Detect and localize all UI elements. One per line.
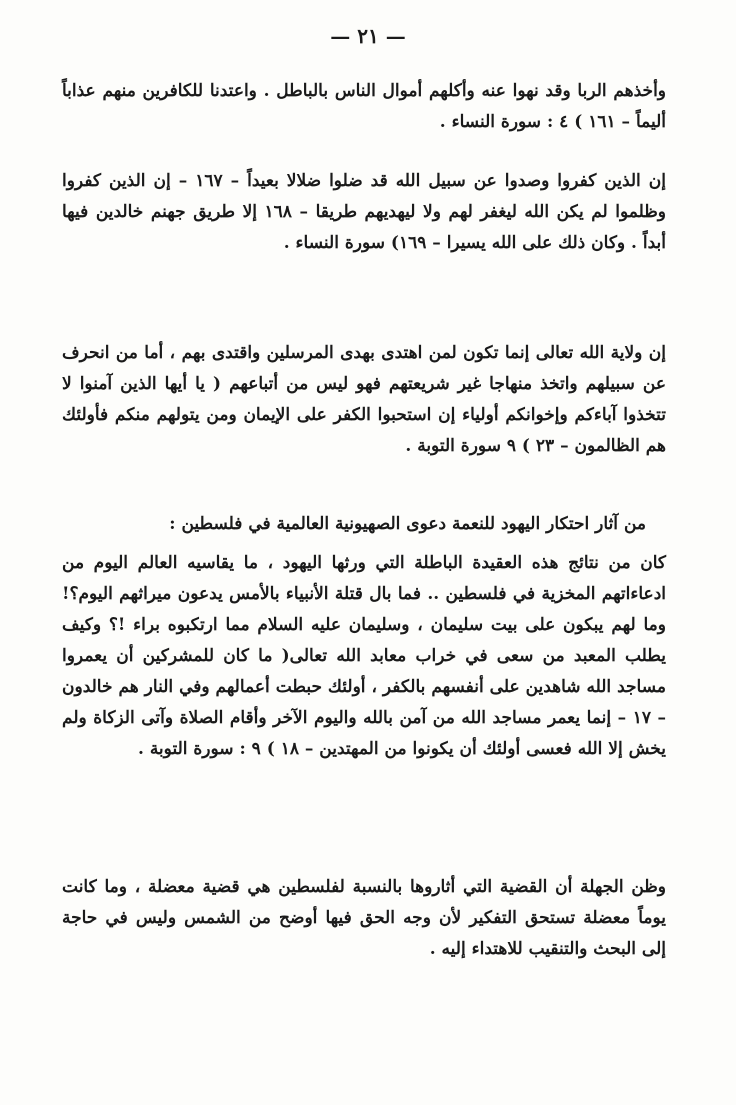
paragraph-text: إن ولاية الله تعالى إنما تكون لمن اهتدى بهدى المرسلين واقتدى بهم ، أما من انحرف عن سبيلهم واتخذ منهاجا غير شريعتهم فهو ليس من أتباعهم ( يا أيها الذين آمنوا لا تتخذوا آباءكم وإخوانكم أولياء إن استحبوا الكفر على الإيمان ومن يتولهم منكم فأولئك هم الظالمون – ٢٣ ) ٩ سورة التوبة . xyxy=(62,343,666,456)
paragraph-text: وظن الجهلة أن القضية التي أثاروها بالنسبة لفلسطين هي قضية معضلة ، وما كانت يوماً معضلة تستحق التفكير لأن وجه الحق فيها أوضح من الشمس وليس في حاجة إلى البحث والتنقيب للاهتداء إليه . xyxy=(62,877,666,959)
paragraph-text: كان من نتائج هذه العقيدة الباطلة التي ورثها اليهود ، ما يقاسيه العالم اليوم من ادعاءاتهم المخزية في فلسطين .. فما بال قتلة الأنبياء بالأمس يدعون ميراثهم اليوم؟! وما لهم يبكون على بيت سليمان ، وسليمان عليه السلام مما ارتكبوه براء !؟ وكيف يطلب المعبد من سعى في خراب معابد الله تعالى( ما كان للمشركين أن يعمروا مساجد الله شاهدين على أنفسهم بالكفر ، أولئك حبطت أعمالهم وفي النار هم خالدون – ١٧ – إنما يعمر مساجد الله من آمن بالله واليوم الآخر وأقام الصلاة وآتى الزكاة ولم يخش إلا الله فعسى أولئك أن يكونوا من المهتدين – ١٨ ) ٩ : سورة التوبة . xyxy=(62,553,667,759)
page-number: — ٢١ — xyxy=(330,24,406,48)
paragraph-conclusion xyxy=(62,872,666,965)
paragraph-text: إن الذين كفروا وصدوا عن سبيل الله قد ضلوا ضلالا بعيداً – ١٦٧ – إن الذين كفروا وظلموا لم يكن الله ليغفر لهم ولا ليهديهم طريقا – ١٦٨ إلا طريق جهنم خالدين فيها أبداً . وكان ذلك على الله يسيرا – ١٦٩) سورة النساء . xyxy=(62,171,666,253)
section-heading: من آثار احتكار اليهود للنعمة دعوى الصهيونية العالمية في فلسطين : xyxy=(169,514,646,534)
paragraph-quran-nisa-161 xyxy=(62,76,666,138)
paragraph-palestine-claims xyxy=(62,548,666,765)
paragraph-text: وأخذهم الربا وقد نهوا عنه وأكلهم أموال الناس بالباطل . واعتدنا للكافرين منهم عذاباً أليماً – ١٦١ ) ٤ : سورة النساء . xyxy=(62,81,666,132)
paragraph-wilayah xyxy=(62,338,666,462)
paragraph-quran-nisa-167-169 xyxy=(62,166,666,259)
